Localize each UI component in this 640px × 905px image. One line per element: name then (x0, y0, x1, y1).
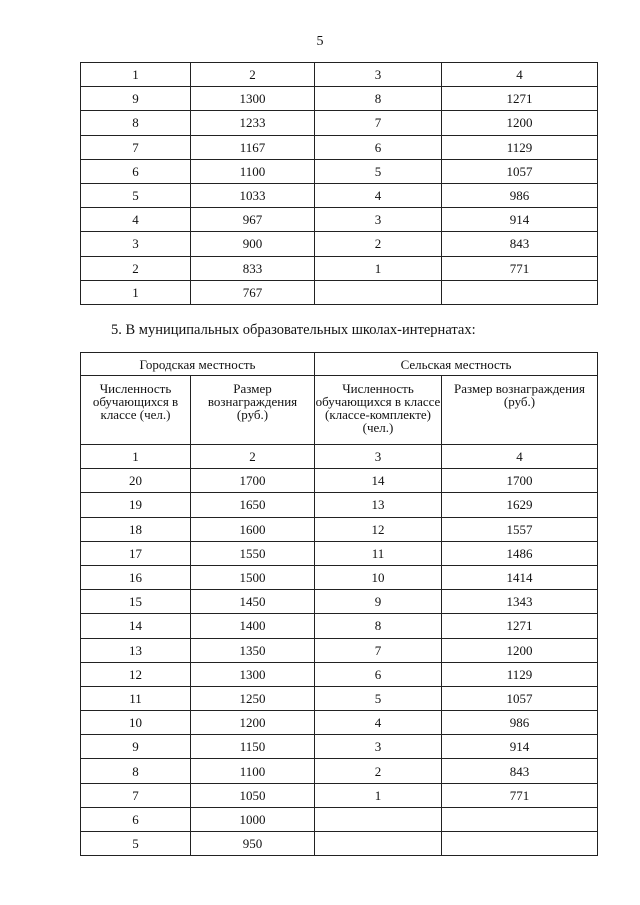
table-cell: 5 (315, 159, 442, 183)
table-cell: 950 (191, 832, 315, 856)
table-cell: 1557 (442, 517, 598, 541)
table-cell: 1233 (191, 111, 315, 135)
table-cell: 1100 (191, 759, 315, 783)
table-cell: 1300 (191, 87, 315, 111)
table-cell: 8 (315, 87, 442, 111)
table-cell: 9 (315, 590, 442, 614)
table-cell: 7 (315, 638, 442, 662)
table-cell: 8 (315, 614, 442, 638)
table-cell: 1 (315, 783, 442, 807)
table-cell: 8 (81, 111, 191, 135)
table-cell: 7 (81, 783, 191, 807)
table-body (81, 63, 598, 305)
table-cell: 14 (315, 469, 442, 493)
table-cell: 1129 (442, 662, 598, 686)
column-header-row (81, 376, 598, 445)
group-header-rural: Сельская местность (315, 353, 598, 376)
table-cell: 13 (81, 638, 191, 662)
column-number: 1 (81, 63, 191, 87)
group-header-row (81, 353, 598, 376)
table-cell (315, 807, 442, 831)
table-row (81, 232, 598, 256)
table-cell: 967 (191, 208, 315, 232)
table-cell: 1700 (191, 469, 315, 493)
table-cell: 6 (315, 662, 442, 686)
table-cell: 1550 (191, 541, 315, 565)
table-cell: 1057 (442, 159, 598, 183)
table-cell (442, 832, 598, 856)
table-cell: 1 (81, 280, 191, 304)
table-cell: 1600 (191, 517, 315, 541)
table-cell: 900 (191, 232, 315, 256)
table-cell: 1300 (191, 662, 315, 686)
table-cell: 843 (442, 759, 598, 783)
table-cell: 1650 (191, 493, 315, 517)
table-cell: 6 (315, 135, 442, 159)
table-cell: 1500 (191, 565, 315, 589)
table-cell: 771 (442, 256, 598, 280)
table-cell: 12 (81, 662, 191, 686)
table-row (81, 711, 598, 735)
table-cell: 1033 (191, 183, 315, 207)
table-row (81, 183, 598, 207)
table-cell: 14 (81, 614, 191, 638)
table-cell: 3 (315, 735, 442, 759)
table-row (81, 759, 598, 783)
table-cell: 986 (442, 183, 598, 207)
table-row (81, 469, 598, 493)
table-cell: 1100 (191, 159, 315, 183)
column-number: 4 (442, 63, 598, 87)
table-cell: 8 (81, 759, 191, 783)
table-cell: 771 (442, 783, 598, 807)
table-cell: 1450 (191, 590, 315, 614)
table-row (81, 493, 598, 517)
table-body (81, 353, 598, 856)
table-cell: 10 (81, 711, 191, 735)
table-cell: 1167 (191, 135, 315, 159)
table-cell: 3 (315, 208, 442, 232)
table-row (81, 735, 598, 759)
table-cell: 1629 (442, 493, 598, 517)
table-row (81, 280, 598, 304)
table-cell (442, 807, 598, 831)
table-cell: 5 (81, 832, 191, 856)
table-cell: 18 (81, 517, 191, 541)
table-cell: 1350 (191, 638, 315, 662)
table-cell: 2 (315, 759, 442, 783)
table-cell: 914 (442, 208, 598, 232)
table-cell: 7 (315, 111, 442, 135)
table-cell: 1271 (442, 614, 598, 638)
table-row (81, 159, 598, 183)
table-cell: 16 (81, 565, 191, 589)
table-cell: 914 (442, 735, 598, 759)
table-cell: 1271 (442, 87, 598, 111)
table-cell: 12 (315, 517, 442, 541)
table-cell: 4 (81, 208, 191, 232)
table-row (81, 111, 598, 135)
table-cell: 767 (191, 280, 315, 304)
column-number-row (81, 445, 598, 469)
table-cell (315, 832, 442, 856)
boarding-school-reward-table (80, 352, 598, 856)
column-number-row (81, 63, 598, 87)
column-number: 3 (315, 445, 442, 469)
column-number: 2 (191, 445, 315, 469)
table-cell: 1250 (191, 686, 315, 710)
table-cell: 3 (81, 232, 191, 256)
column-number: 4 (442, 445, 598, 469)
table-cell: 1200 (442, 638, 598, 662)
table-cell: 10 (315, 565, 442, 589)
table-cell: 5 (81, 183, 191, 207)
table-cell: 833 (191, 256, 315, 280)
table-cell: 1 (315, 256, 442, 280)
table-row (81, 590, 598, 614)
table-cell: 15 (81, 590, 191, 614)
group-header-urban: Городская местность (81, 353, 315, 376)
table-cell: 1700 (442, 469, 598, 493)
table-row (81, 87, 598, 111)
section-heading: 5. В муниципальных образовательных школах-интернатах: (111, 322, 476, 338)
table-row (81, 614, 598, 638)
table-row (81, 256, 598, 280)
table-cell: 843 (442, 232, 598, 256)
table-cell: 1000 (191, 807, 315, 831)
table-cell: 4 (315, 183, 442, 207)
table-cell: 1200 (442, 111, 598, 135)
column-number: 1 (81, 445, 191, 469)
table-row (81, 517, 598, 541)
column-header: Численность обучающихся в классе (чел.) (81, 376, 191, 445)
column-header: Размер вознаграждения (руб.) (191, 376, 315, 445)
table-row (81, 783, 598, 807)
table-row (81, 832, 598, 856)
table-cell: 6 (81, 807, 191, 831)
table-cell: 17 (81, 541, 191, 565)
table-cell: 1057 (442, 686, 598, 710)
table-cell: 5 (315, 686, 442, 710)
table-cell: 7 (81, 135, 191, 159)
table-cell: 1400 (191, 614, 315, 638)
table-cell: 9 (81, 735, 191, 759)
table-cell: 2 (315, 232, 442, 256)
table-row (81, 686, 598, 710)
table-cell: 4 (315, 711, 442, 735)
table-cell: 1200 (191, 711, 315, 735)
table-cell: 1486 (442, 541, 598, 565)
table-row (81, 662, 598, 686)
table-cell: 20 (81, 469, 191, 493)
column-number: 2 (191, 63, 315, 87)
table-row (81, 565, 598, 589)
column-header: Размер вознаграждения (руб.) (442, 376, 598, 445)
table-cell: 11 (81, 686, 191, 710)
table-cell: 19 (81, 493, 191, 517)
table-row (81, 135, 598, 159)
table-cell: 2 (81, 256, 191, 280)
reward-table-continued (80, 62, 598, 305)
table-cell (442, 280, 598, 304)
table-cell: 1150 (191, 735, 315, 759)
column-header: Численность обучающихся в классе (классе-комплекте) (чел.) (315, 376, 442, 445)
table-cell: 986 (442, 711, 598, 735)
table-row (81, 208, 598, 232)
table-cell: 1050 (191, 783, 315, 807)
table-cell (315, 280, 442, 304)
table-cell: 13 (315, 493, 442, 517)
table-cell: 1343 (442, 590, 598, 614)
table-cell: 11 (315, 541, 442, 565)
table-row (81, 638, 598, 662)
table-row (81, 541, 598, 565)
table-cell: 1414 (442, 565, 598, 589)
page-number: 5 (316, 34, 324, 49)
column-number: 3 (315, 63, 442, 87)
table-cell: 1129 (442, 135, 598, 159)
table-cell: 6 (81, 159, 191, 183)
table-cell: 9 (81, 87, 191, 111)
table-row (81, 807, 598, 831)
